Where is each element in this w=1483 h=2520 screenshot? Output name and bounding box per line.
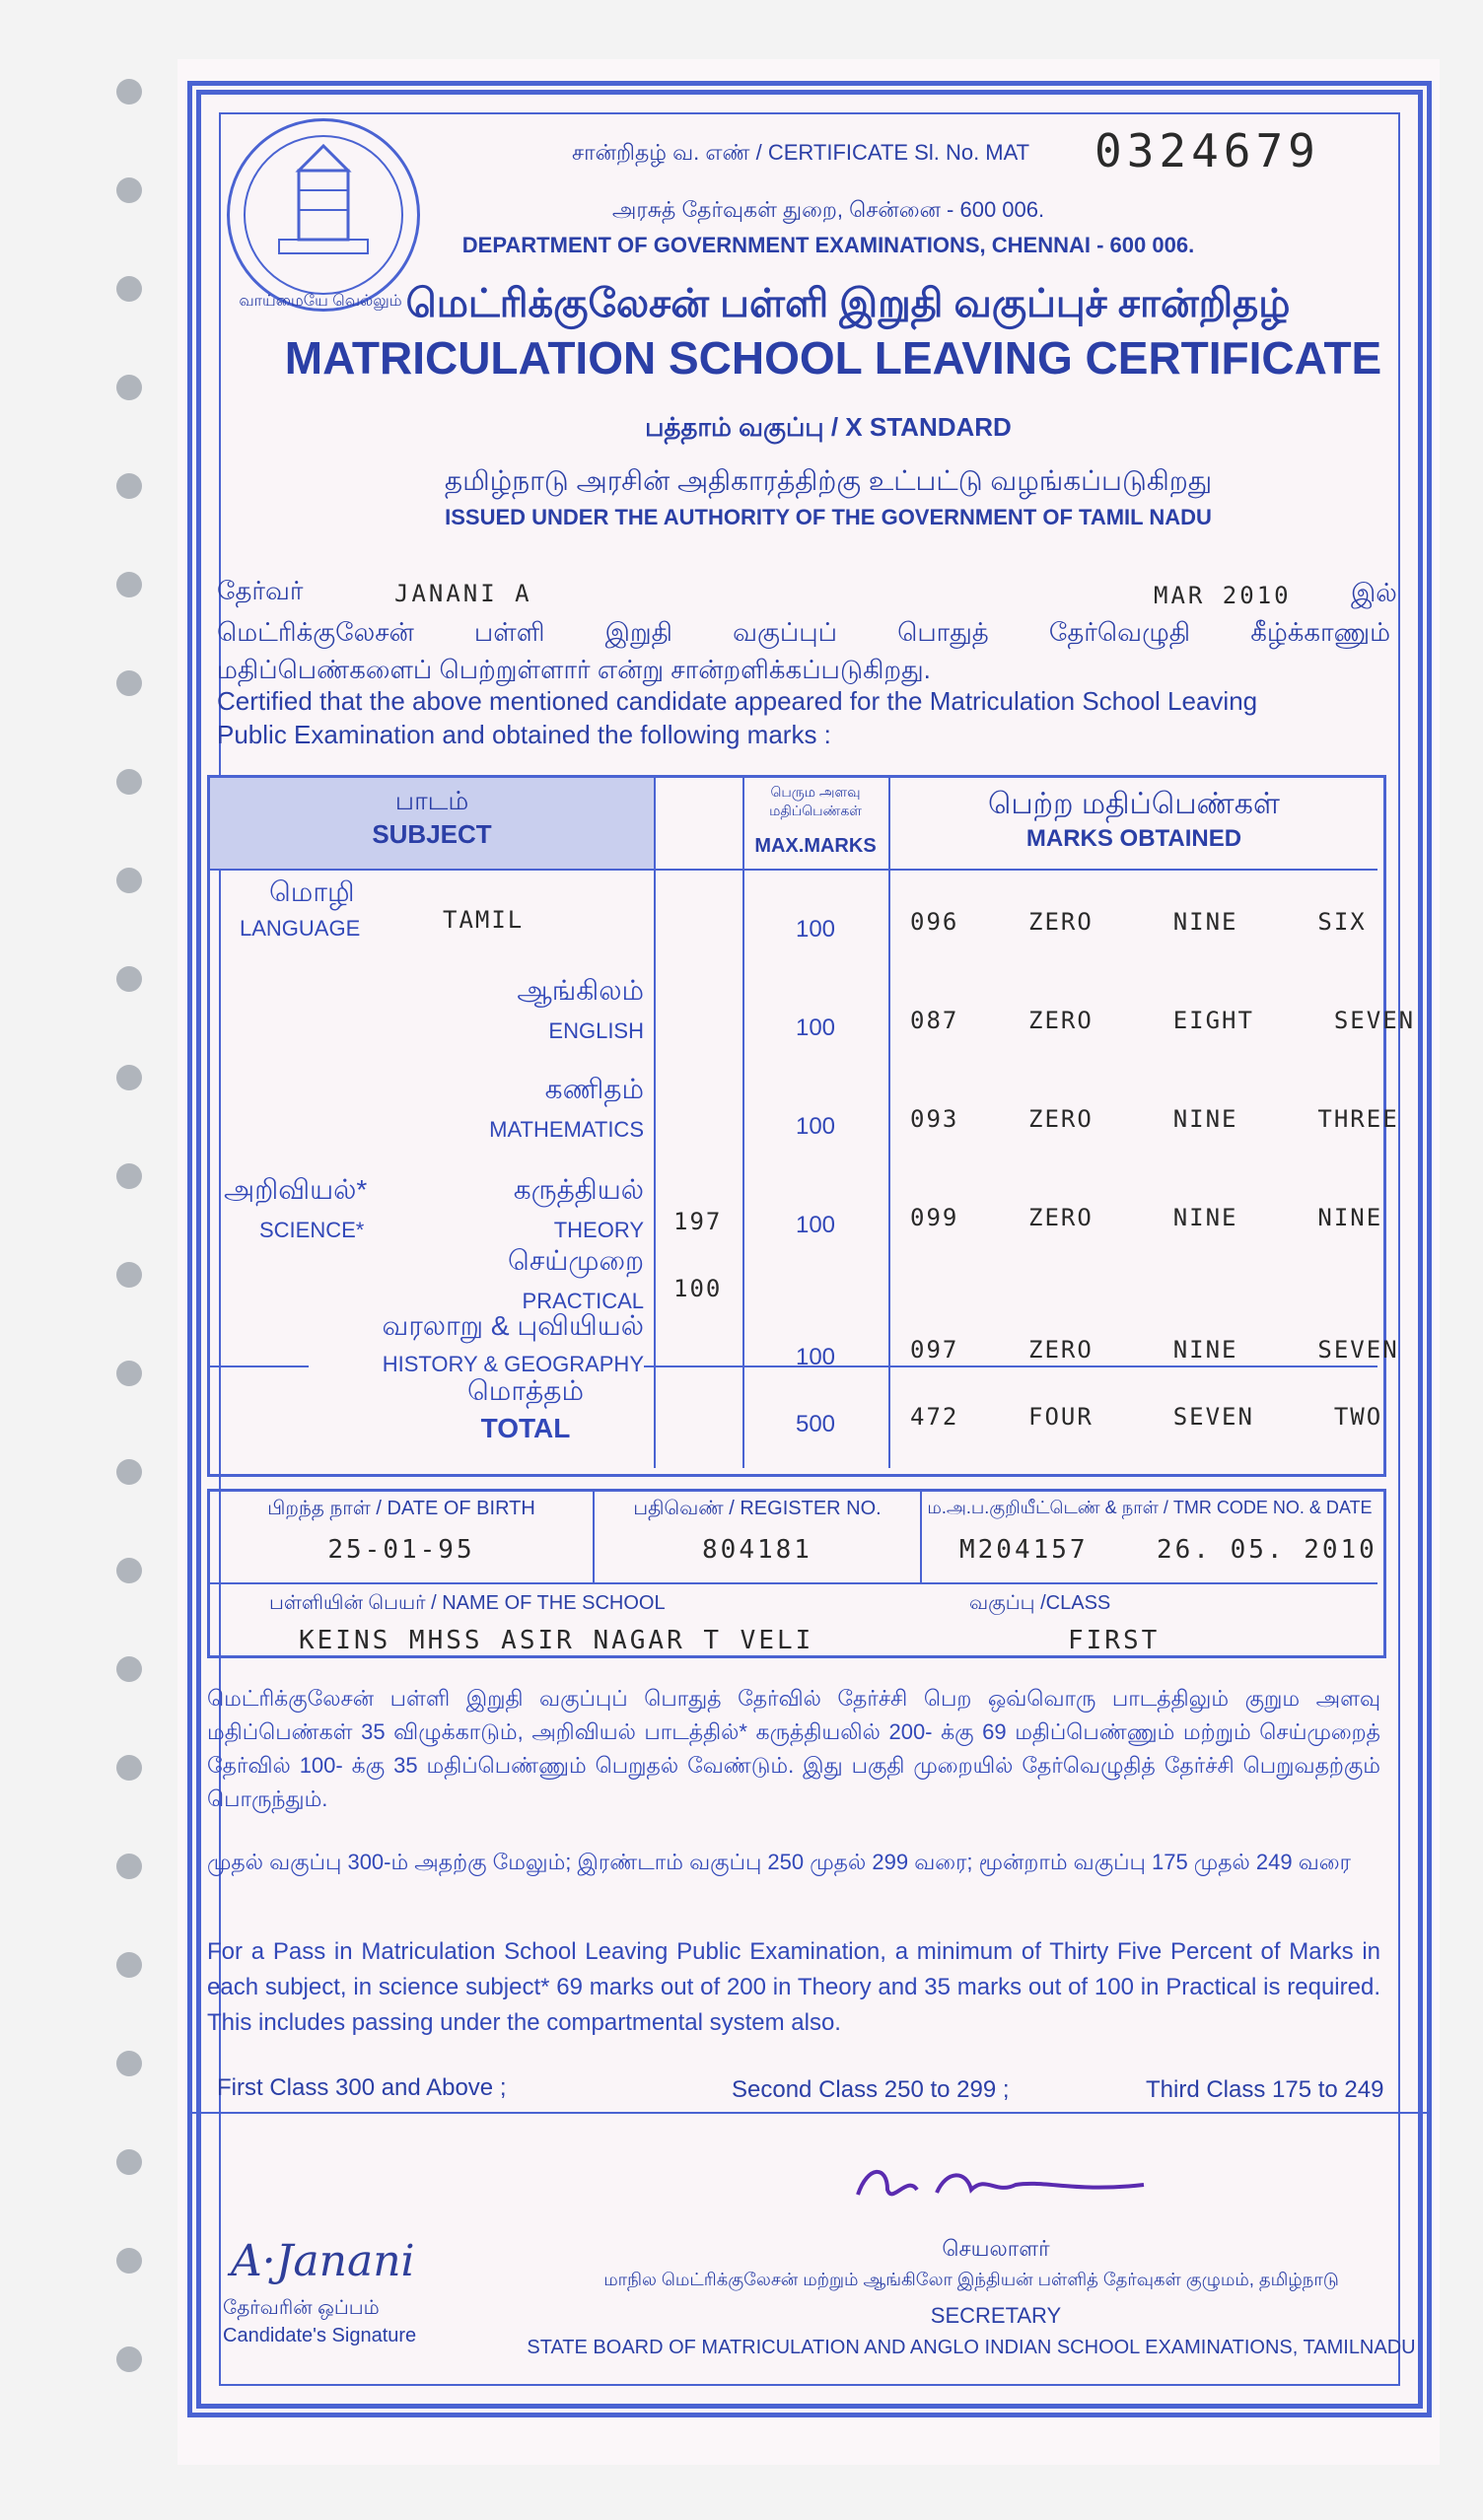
- second-class-rule: Second Class 250 to 299 ;: [732, 2076, 1010, 2103]
- authority-tamil: தமிழ்நாடு அரசின் அதிகாரத்திற்கு உட்பட்டு வழங்கப்படுகிறது: [444, 465, 1213, 496]
- emblem-motto: வாய்மையே வெல்லும்: [239, 293, 402, 310]
- language-ta: மொழி: [269, 876, 355, 907]
- certify-tamil-1: மெட்ரிக்குலேசன் பள்ளி இறுதி வகுப்புப் பொதுத் தேர்வெழுதி கீழ்க்காணும்: [217, 617, 1390, 647]
- third-class-rule: Third Class 175 to 249: [1146, 2076, 1384, 2103]
- english-ta: ஆங்கிலம்: [517, 975, 644, 1006]
- row-words: ZERO NINE SIX: [1028, 908, 1367, 936]
- certificate-number: 0324679: [1095, 124, 1320, 177]
- certify-tamil-2: மதிப்பெண்களைப் பெற்றுள்ளார் என்று சான்றளிக்கப்படுகிறது.: [217, 655, 931, 684]
- row-max: 100: [795, 1015, 836, 1041]
- divider: [187, 2112, 1432, 2114]
- row-num: 087: [910, 1007, 959, 1034]
- theory-marks: 197: [673, 1208, 723, 1235]
- rules-tamil-2: முதல் வகுப்பு 300-ம் அதற்கு மேலும்; இரண்டாம் வகுப்பு 250 முதல் 299 வரை; மூன்றாம் வகுப்பு 175 முதல் 249 வரை: [207, 1850, 1351, 1874]
- practical-marks: 100: [673, 1275, 723, 1302]
- history-ta: வரலாறு & புவியியல்: [382, 1310, 644, 1341]
- title-english: MATRICULATION SCHOOL LEAVING CERTIFICATE: [284, 332, 1382, 384]
- candidate-signature: A·Janani: [231, 2236, 415, 2286]
- candidate-signature-en: Candidate's Signature: [223, 2325, 417, 2346]
- row-max: 100: [795, 916, 836, 943]
- row-max: 100: [795, 1113, 836, 1140]
- candidate-label: தேர்வர்: [217, 576, 304, 605]
- row-max: 100: [795, 1344, 836, 1370]
- standard: பத்தாம் வகுப்பு / X STANDARD: [645, 412, 1012, 442]
- class-label: வகுப்பு /CLASS: [969, 1592, 1111, 1614]
- secretary-ta: செயலாளர்: [942, 2236, 1050, 2261]
- first-class-rule: First Class 300 and Above ;: [217, 2074, 507, 2101]
- register-label: பதிவெண் / REGISTER NO.: [633, 1498, 882, 1519]
- row-words: FOUR SEVEN TWO: [1028, 1403, 1383, 1431]
- school-label: பள்ளியின் பெயர் / NAME OF THE SCHOOL: [269, 1592, 666, 1614]
- science-en: SCIENCE*: [259, 1218, 365, 1242]
- row-words: ZERO NINE THREE: [1028, 1105, 1399, 1133]
- science-ta: அறிவியல்*: [224, 1174, 368, 1205]
- certify-english-1: Certified that the above mentioned candidate appeared for the Matriculation School Leaving: [217, 686, 1258, 716]
- history-en: HISTORY & GEOGRAPHY: [309, 1352, 644, 1377]
- exam-session: MAR 2010: [1154, 582, 1292, 609]
- department-english: DEPARTMENT OF GOVERNMENT EXAMINATIONS, CHENNAI - 600 006.: [461, 233, 1195, 257]
- tmr-code: M204157: [959, 1535, 1089, 1565]
- secretary-en: SECRETARY: [930, 2303, 1062, 2328]
- candidate-name: JANANI A: [394, 580, 532, 607]
- title-tamil: மெட்ரிக்குலேசன் பள்ளி இறுதி வகுப்புச் சான்றிதழ்: [405, 282, 1291, 325]
- row-num: 099: [910, 1204, 959, 1231]
- board-en: STATE BOARD OF MATRICULATION AND ANGLO INDIAN SCHOOL EXAMINATIONS, TAMILNADU: [527, 2337, 1416, 2358]
- candidate-il: இல்: [1351, 578, 1397, 607]
- marks-table: [207, 775, 1416, 1477]
- dob: 25-01-95: [327, 1535, 475, 1565]
- maths-en: MATHEMATICS: [489, 1117, 644, 1142]
- school-name: KEINS MHSS ASIR NAGAR T VELI: [299, 1626, 814, 1655]
- row-max: 100: [795, 1212, 836, 1238]
- certify-english-2: Public Examination and obtained the following marks :: [217, 720, 831, 749]
- class-value: FIRST: [1068, 1626, 1161, 1655]
- rules-tamil-1: மெட்ரிக்குலேசன் பள்ளி இறுதி வகுப்புப் பொதுத் தேர்வில் தேர்ச்சி பெற ஒவ்வொரு பாடத்திலும் குறும அளவு மதிப்பெண்கள் 35 விழுக்காடும், அறிவியல் பாடத்தில்* கருத்தியலில் 200- க்கு 69 மதிப்பெண்ணும் மற்றும் செய்முறைத் தேர்வில் 100- க்கு 35 மதிப்பெண்ணும் பெறுதல் வேண்டும். இது பகுதி முறையில் தேர்வெழுதித் தேர்ச்சி பெறுவதற்கும் பொருந்தும்.: [207, 1686, 1380, 1811]
- secretary-signature: [848, 2155, 1164, 2214]
- register-no: 804181: [702, 1535, 812, 1565]
- binder-holes: [116, 79, 146, 2445]
- header-max-en: MAX.MARKS: [754, 835, 877, 857]
- maths-ta: கணிதம்: [544, 1074, 644, 1104]
- total-ta: மொத்தம்: [467, 1375, 584, 1406]
- authority-english: ISSUED UNDER THE AUTHORITY OF THE GOVERNMENT OF TAMIL NADU: [445, 505, 1212, 529]
- practical-en: PRACTICAL: [522, 1289, 644, 1313]
- language-en: LANGUAGE: [240, 916, 361, 941]
- practical-ta: செய்முறை: [508, 1245, 644, 1276]
- department-tamil: அரசுத் தேர்வுகள் துறை, சென்னை - 600 006.: [611, 197, 1045, 222]
- tmr-label: ம.அ.ப.குறியீட்டெண் & நாள் / TMR CODE NO. & DATE: [927, 1498, 1373, 1517]
- english-en: ENGLISH: [548, 1018, 644, 1043]
- row-num: 097: [910, 1336, 959, 1364]
- dob-label: பிறந்த நாள் / DATE OF BIRTH: [267, 1498, 535, 1519]
- header-subject-en: SUBJECT: [372, 819, 492, 849]
- row-max: 500: [795, 1411, 836, 1437]
- header-obtained-ta: பெற்ற மதிப்பெண்கள்: [987, 788, 1280, 820]
- theory-ta: கருத்தியல்: [513, 1174, 644, 1205]
- total-en: TOTAL: [480, 1413, 571, 1443]
- candidate-signature-ta: தேர்வரின் ஒப்பம்: [223, 2297, 380, 2319]
- theory-en: THEORY: [553, 1218, 644, 1242]
- header-subject-ta: பாடம்: [394, 786, 469, 815]
- row-num: 096: [910, 908, 959, 936]
- board-ta: மாநில மெட்ரிக்குலேசன் மற்றும் ஆங்கிலோ இந்தியன் பள்ளித் தேர்வுகள் குழுமம், தமிழ்நாடு: [603, 2270, 1339, 2289]
- row-num: 472: [910, 1403, 959, 1431]
- header-max-ta: பெரும அளவு மதிப்பெண்கள்: [769, 784, 862, 818]
- language-subject: TAMIL: [443, 906, 525, 934]
- header-obtained-en: MARKS OBTAINED: [1025, 825, 1242, 852]
- certificate-number-label: சான்றிதழ் வ. எண் / CERTIFICATE Sl. No. MAT: [572, 140, 1030, 165]
- row-words: ZERO NINE SEVEN: [1028, 1336, 1399, 1364]
- row-words: ZERO EIGHT SEVEN: [1028, 1007, 1416, 1034]
- tmr-date: 26. 05. 2010: [1157, 1535, 1377, 1565]
- row-words: ZERO NINE NINE: [1028, 1204, 1383, 1231]
- row-num: 093: [910, 1105, 959, 1133]
- details-box: [207, 1489, 1386, 1658]
- rules-english: For a Pass in Matriculation School Leaving Public Examination, a minimum of Thirty Five Percent of Marks in each subject, in science subject* 69 marks out of 200 in Theory and 35 marks out of 100 in Practical is required. This includes passing under the compartmental system also.: [207, 1938, 1380, 2036]
